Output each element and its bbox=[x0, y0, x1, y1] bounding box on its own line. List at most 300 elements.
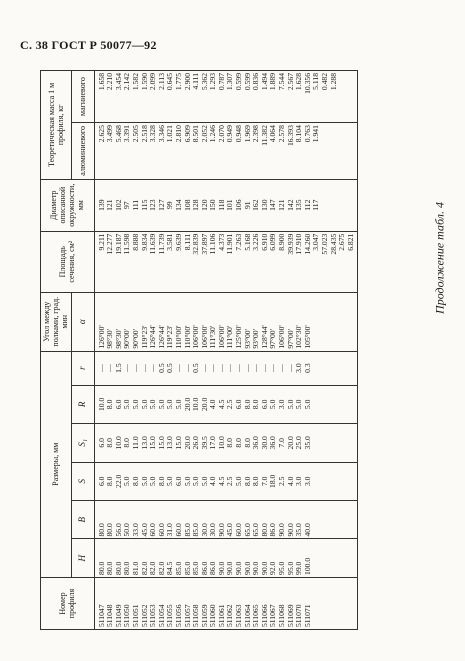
col-header-diameter: Диаметр описанной окружности, мм bbox=[41, 179, 95, 231]
cell-alpha: 128°44' bbox=[259, 325, 269, 349]
cell-s: 18.0 bbox=[268, 474, 278, 488]
cell-mass-al: 6.909 bbox=[182, 125, 192, 143]
cell-h: 100.0 bbox=[302, 557, 312, 575]
cell-b: 31.0 bbox=[165, 523, 175, 537]
cell-h: 84.5 bbox=[165, 561, 175, 575]
cell-r: — bbox=[216, 364, 226, 372]
cell-r: — bbox=[105, 364, 115, 372]
cell-alpha: 90°00' bbox=[122, 329, 132, 349]
cell-mass-al: 2.505 bbox=[130, 125, 140, 143]
cell-r: 5.0 bbox=[268, 399, 278, 410]
cell-mass-al: 2.578 bbox=[277, 125, 287, 143]
cell-b: 60.0 bbox=[148, 523, 158, 537]
cell-mass-mg: 3.454 bbox=[113, 73, 123, 91]
cell-mass-mg: 1.889 bbox=[268, 73, 278, 91]
cell-alpha: 111°30' bbox=[208, 325, 218, 349]
cell-b: 45.0 bbox=[139, 523, 149, 537]
cell-alpha: 97°00' bbox=[285, 329, 295, 349]
cell-diameter: 106 bbox=[234, 199, 244, 211]
cell-b: 50.0 bbox=[122, 523, 132, 537]
cell-mass-mg: 1.293 bbox=[208, 73, 218, 91]
cell-b: 85.0 bbox=[182, 523, 192, 537]
column-b bbox=[94, 501, 358, 539]
cell-r: — bbox=[268, 364, 278, 372]
cell-s: 5.0 bbox=[165, 476, 175, 487]
cell-s1: 20.0 bbox=[182, 436, 192, 450]
cell-s: 5.0 bbox=[122, 476, 132, 487]
cell-mass-al: 1.246 bbox=[208, 125, 218, 143]
cell-profile: 511057 bbox=[182, 604, 192, 627]
cell-profile: 511058 bbox=[191, 604, 201, 627]
cell-r: 5.0 bbox=[294, 399, 304, 410]
cell-s: 5.0 bbox=[199, 476, 209, 487]
cell-r: 0.5 bbox=[156, 363, 166, 373]
column-diameter bbox=[94, 179, 358, 231]
cell-r: — bbox=[122, 364, 132, 372]
cell-s1: 15.0 bbox=[148, 436, 158, 450]
cell-area: 11.739 bbox=[156, 233, 166, 255]
cell-r: 5.0 bbox=[156, 399, 166, 410]
cell-s1: 13.0 bbox=[139, 436, 149, 450]
cell-area: 9.834 bbox=[139, 233, 149, 251]
cell-s: 8.0 bbox=[105, 476, 115, 487]
cell-s1: 30.0 bbox=[259, 436, 269, 450]
cell-area: 37.897 bbox=[199, 233, 209, 255]
cell-s: 5.0 bbox=[182, 476, 192, 487]
cell-profile: 511051 bbox=[130, 604, 140, 627]
cell-s: 3.0 bbox=[302, 476, 312, 487]
cell-b: 30.0 bbox=[199, 523, 209, 537]
cell-area: 9.211 bbox=[96, 233, 106, 251]
cell-area: 12.277 bbox=[105, 233, 115, 255]
cell-alpha: 106°00' bbox=[277, 325, 287, 349]
cell-r: 0.5 bbox=[165, 363, 175, 373]
cell-mass-mg: 0.599 bbox=[234, 73, 244, 91]
cell-mass-al: 3.499 bbox=[105, 125, 115, 143]
cell-mass-mg: 1.288 bbox=[328, 73, 338, 91]
cell-s1: 20.0 bbox=[285, 436, 295, 450]
cell-r: 5.0 bbox=[302, 399, 312, 410]
cell-area: 57.023 bbox=[320, 233, 329, 255]
cell-diameter: 123 bbox=[148, 199, 158, 211]
col-header-dims-group: Размеры, мм bbox=[41, 351, 72, 577]
col-header-profile: Номер профиля bbox=[41, 577, 95, 629]
cell-alpha: 125°00' bbox=[234, 325, 244, 349]
cell-area: 6.099 bbox=[268, 233, 278, 251]
cell-s1: 7.0 bbox=[277, 438, 287, 448]
cell-s: 8.0 bbox=[251, 476, 261, 487]
cell-r: — bbox=[182, 364, 192, 372]
cell-diameter: 108 bbox=[182, 199, 192, 211]
cell-r: 4.5 bbox=[216, 399, 226, 410]
cell-h: 85.0 bbox=[173, 561, 183, 575]
cell-mass-mg: 2.113 bbox=[156, 73, 166, 90]
cell-diameter: 130 bbox=[259, 199, 269, 211]
cell-mass-al: 3.346 bbox=[156, 125, 166, 143]
cell-r: 4.0 bbox=[208, 399, 218, 410]
cell-r: 20.0 bbox=[199, 397, 209, 411]
cell-profile: 511068 bbox=[277, 604, 287, 627]
cell-r: 5.0 bbox=[130, 399, 140, 410]
cell-s1: 17.0 bbox=[208, 436, 218, 450]
cell-diameter: 121 bbox=[105, 199, 115, 211]
cell-r: 1.5 bbox=[113, 363, 123, 373]
cell-r: 3.0 bbox=[294, 363, 304, 373]
cell-area: 9.639 bbox=[173, 233, 183, 251]
cell-r: 5.0 bbox=[139, 399, 149, 410]
cell-profile: 511048 bbox=[105, 604, 115, 627]
cell-diameter: 91 bbox=[242, 201, 252, 209]
cell-diameter: 112 bbox=[302, 199, 312, 211]
cell-s1: 11.0 bbox=[130, 436, 140, 450]
cell-h: 80.0 bbox=[105, 561, 115, 575]
cell-b: 56.0 bbox=[113, 523, 123, 537]
cell-area: 8.900 bbox=[277, 233, 287, 251]
cell-mass-al: 8.501 bbox=[191, 125, 201, 143]
cell-r: 5.0 bbox=[165, 399, 175, 410]
cell-h: 82.0 bbox=[139, 561, 149, 575]
cell-mass-mg: 1.582 bbox=[130, 73, 140, 91]
cell-h: 90.0 bbox=[216, 561, 226, 575]
col-header-mass-mg: магниевого bbox=[71, 71, 94, 123]
profile-table bbox=[40, 70, 358, 630]
cell-s: 6.0 bbox=[173, 476, 183, 487]
cell-h: 92.0 bbox=[268, 561, 278, 575]
cell-s1: 8.0 bbox=[122, 438, 132, 448]
cell-r: — bbox=[173, 364, 183, 372]
cell-alpha: 106°00' bbox=[199, 325, 209, 349]
cell-b: 35.0 bbox=[294, 523, 304, 537]
cell-mass-al: 0.948 bbox=[234, 125, 244, 143]
cell-profile: 511052 bbox=[139, 604, 149, 627]
cell-r: 3.0 bbox=[277, 399, 287, 410]
cell-h: 90.0 bbox=[259, 561, 269, 575]
cell-mass-mg: 0.787 bbox=[216, 73, 226, 91]
col-header-h: H bbox=[71, 539, 94, 577]
cell-h: 95.0 bbox=[277, 561, 287, 575]
cell-mass-al: 0.763 bbox=[302, 125, 312, 143]
cell-r: — bbox=[199, 364, 209, 372]
cell-diameter: 162 bbox=[251, 199, 261, 211]
cell-area: 28.435 bbox=[328, 233, 338, 255]
cell-b: 45.0 bbox=[225, 523, 235, 537]
cell-diameter: 120 bbox=[199, 199, 209, 211]
cell-mass-mg: 2.142 bbox=[122, 73, 132, 91]
cell-mass-al: 5.468 bbox=[113, 125, 123, 143]
column-s bbox=[94, 462, 358, 500]
cell-r: 10.0 bbox=[191, 397, 201, 411]
cell-h: 80.0 bbox=[122, 561, 132, 575]
cell-mass-al: 4.064 bbox=[268, 125, 278, 143]
cell-r: — bbox=[259, 364, 269, 372]
cell-profile: 511060 bbox=[208, 604, 218, 627]
cell-r: 6.0 bbox=[234, 399, 244, 410]
cell-h: 80.0 bbox=[113, 561, 123, 575]
cell-b: 65.0 bbox=[251, 523, 261, 537]
cell-diameter: 134 bbox=[173, 199, 183, 211]
cell-diameter: 97 bbox=[122, 201, 132, 209]
column-mass-al bbox=[94, 123, 358, 180]
cell-area: 3.047 bbox=[311, 233, 321, 251]
column-r-small bbox=[94, 351, 358, 385]
cell-alpha: 126°44' bbox=[156, 325, 166, 349]
cell-mass-mg: 1.628 bbox=[294, 73, 304, 91]
cell-b: 90.0 bbox=[277, 523, 287, 537]
cell-mass-al: 2.810 bbox=[173, 125, 183, 143]
cell-mass-mg: 0.836 bbox=[251, 73, 261, 91]
cell-s: 6.0 bbox=[96, 476, 106, 487]
cell-s: 5.0 bbox=[148, 476, 158, 487]
cell-alpha: 111°00' bbox=[225, 325, 235, 349]
cell-diameter: 117 bbox=[311, 199, 321, 211]
cell-s1: 36.0 bbox=[268, 436, 278, 450]
cell-s1: 26.0 bbox=[191, 436, 201, 450]
cell-r: 5.0 bbox=[122, 399, 132, 410]
cell-mass-al: 11.382 bbox=[259, 125, 269, 146]
cell-mass-al: 1.021 bbox=[165, 125, 175, 143]
cell-s: 4.0 bbox=[285, 476, 295, 487]
cell-h: 85.0 bbox=[182, 561, 192, 575]
cell-mass-al: 1.969 bbox=[242, 125, 252, 143]
col-header-s: S bbox=[71, 462, 94, 500]
cell-profile: 511047 bbox=[96, 604, 106, 627]
cell-s1: 15.0 bbox=[156, 436, 166, 450]
cell-r: — bbox=[130, 364, 140, 372]
cell-alpha: 105°00' bbox=[302, 325, 312, 349]
cell-mass-al: 2.070 bbox=[216, 125, 226, 143]
cell-mass-al: 2.398 bbox=[251, 125, 261, 143]
cell-profile: 511062 bbox=[225, 604, 235, 627]
cell-diameter: 102 bbox=[113, 199, 123, 211]
cell-diameter: 139 bbox=[96, 199, 106, 211]
cell-r: — bbox=[148, 364, 158, 372]
cell-diameter: 115 bbox=[139, 199, 149, 211]
cell-r: 5.0 bbox=[285, 399, 295, 410]
cell-b: 80.0 bbox=[96, 523, 106, 537]
table-body-row bbox=[94, 71, 358, 630]
cell-s: 5.0 bbox=[139, 476, 149, 487]
cell-area: 8.888 bbox=[130, 233, 140, 251]
cell-h: 82.0 bbox=[156, 561, 166, 575]
cell-h: 90.0 bbox=[234, 561, 244, 575]
cell-diameter: 127 bbox=[156, 199, 166, 211]
cell-b: 40.0 bbox=[302, 523, 312, 537]
continuation-caption: Продолжение табл. 4 bbox=[432, 202, 447, 314]
cell-area: 3.581 bbox=[165, 233, 175, 251]
cell-alpha: 106°00' bbox=[191, 325, 201, 349]
cell-profile: 511053 bbox=[148, 604, 158, 627]
cell-diameter: 121 bbox=[277, 199, 287, 211]
cell-b: 60.0 bbox=[234, 523, 244, 537]
cell-profile: 511059 bbox=[199, 604, 209, 627]
cell-s1: 15.0 bbox=[173, 436, 183, 450]
cell-r: — bbox=[277, 364, 287, 372]
cell-mass-mg: 2.900 bbox=[182, 73, 192, 91]
col-header-mass-al: алюминиевого bbox=[71, 123, 94, 180]
cell-mass-al: 16.393 bbox=[285, 125, 295, 146]
cell-profile: 511064 bbox=[242, 604, 252, 627]
cell-profile: 511049 bbox=[113, 604, 123, 627]
cell-b: 65.0 bbox=[242, 523, 252, 537]
cell-area: 3.226 bbox=[251, 233, 261, 251]
column-s1 bbox=[94, 424, 358, 462]
cell-s: 7.0 bbox=[259, 476, 269, 487]
cell-h: 99.0 bbox=[294, 561, 304, 575]
cell-s1: 35.0 bbox=[302, 436, 312, 450]
cell-mass-mg: 1.590 bbox=[139, 73, 149, 91]
col-header-r-small: r bbox=[71, 351, 94, 385]
cell-s1: 8.0 bbox=[105, 438, 115, 448]
cell-b: 80.0 bbox=[105, 523, 115, 537]
cell-s: 8.0 bbox=[242, 476, 252, 487]
cell-mass-mg: 7.544 bbox=[277, 73, 287, 91]
cell-h: 80.0 bbox=[96, 561, 106, 575]
cell-profile: 511067 bbox=[268, 604, 278, 627]
cell-h: 90.0 bbox=[225, 561, 235, 575]
cell-area: 32.839 bbox=[191, 233, 201, 255]
cell-mass-mg: 5.118 bbox=[311, 73, 321, 90]
col-header-mass-group: Теоретическая масса 1 м профиля, кг bbox=[41, 71, 72, 180]
cell-area: 11.598 bbox=[122, 233, 132, 255]
cell-alpha: 110°00' bbox=[173, 325, 183, 349]
cell-area: 8.111 bbox=[182, 233, 192, 251]
cell-s: 8.0 bbox=[130, 476, 140, 487]
cell-area: 6.910 bbox=[259, 233, 269, 251]
cell-b: 33.0 bbox=[130, 523, 140, 537]
cell-profile: 511050 bbox=[122, 604, 132, 627]
cell-r: 8.0 bbox=[105, 399, 115, 410]
cell-profile: 511063 bbox=[234, 604, 244, 627]
cell-profile: 511061 bbox=[216, 604, 226, 627]
cell-mass-al: 2.052 bbox=[199, 125, 209, 143]
cell-diameter: 135 bbox=[294, 199, 304, 211]
cell-s: 4.5 bbox=[216, 476, 226, 487]
cell-r: 5.0 bbox=[173, 399, 183, 410]
column-mass-mg bbox=[94, 71, 358, 123]
cell-profile: 511065 bbox=[251, 604, 261, 627]
cell-mass-al: 2.518 bbox=[139, 125, 149, 143]
cell-h: 90.0 bbox=[251, 561, 261, 575]
cell-alpha: 110°00' bbox=[182, 325, 192, 349]
cell-s: 2.5 bbox=[225, 476, 235, 487]
cell-r: 10.0 bbox=[96, 397, 106, 411]
page-header: С. 38 ГОСТ Р 50077—92 bbox=[20, 38, 157, 52]
cell-alpha: 90°00' bbox=[130, 329, 140, 349]
cell-diameter: 111 bbox=[130, 199, 140, 211]
cell-profile: 511054 bbox=[156, 604, 166, 627]
column-r-big bbox=[94, 385, 358, 423]
cell-s1: 13.0 bbox=[165, 436, 175, 450]
cell-mass-al: 1.941 bbox=[311, 125, 321, 143]
cell-area: 14.260 bbox=[302, 233, 312, 255]
cell-s1: 6.0 bbox=[96, 438, 106, 448]
cell-alpha: 98°30' bbox=[105, 329, 115, 349]
cell-r: — bbox=[242, 364, 252, 372]
cell-diameter: 101 bbox=[225, 199, 235, 211]
cell-mass-mg: 1.307 bbox=[225, 73, 235, 91]
cell-mass-mg: 1.494 bbox=[259, 73, 269, 91]
rotated-table-wrapper bbox=[40, 70, 436, 630]
cell-s: 22.0 bbox=[113, 474, 123, 488]
cell-h: 85.0 bbox=[191, 561, 201, 575]
column-profile bbox=[94, 577, 358, 629]
cell-r: 20.0 bbox=[182, 397, 192, 411]
cell-r: — bbox=[285, 364, 295, 372]
cell-b: 30.0 bbox=[208, 523, 218, 537]
cell-s1: 39.5 bbox=[199, 436, 209, 450]
cell-mass-mg: 10.356 bbox=[302, 73, 312, 94]
cell-r: — bbox=[234, 364, 244, 372]
cell-h: 86.0 bbox=[208, 561, 218, 575]
cell-r: — bbox=[251, 364, 261, 372]
cell-alpha: 126°00' bbox=[96, 325, 106, 349]
cell-diameter: 128 bbox=[191, 199, 201, 211]
cell-profile: 511055 bbox=[165, 604, 175, 627]
cell-alpha: 102°30' bbox=[294, 325, 304, 349]
col-header-r-big: R bbox=[71, 385, 94, 423]
cell-area: 7.263 bbox=[234, 233, 244, 251]
cell-b: 86.0 bbox=[268, 523, 278, 537]
col-header-angle: Угол между полками, град. мин bbox=[41, 292, 72, 351]
cell-alpha: 93°00' bbox=[251, 329, 261, 349]
cell-area: 19.187 bbox=[113, 233, 123, 255]
cell-area: 11.106 bbox=[208, 233, 218, 255]
cell-profile: 511070 bbox=[294, 604, 304, 627]
cell-area: 4.373 bbox=[216, 233, 226, 251]
cell-mass-mg: 5.362 bbox=[199, 73, 209, 91]
cell-area: 17.910 bbox=[294, 233, 304, 255]
cell-r: 6.0 bbox=[113, 399, 123, 410]
cell-mass-mg: 1.775 bbox=[173, 73, 183, 91]
cell-mass-mg: 2.210 bbox=[105, 73, 115, 91]
cell-mass-mg: 2.567 bbox=[285, 73, 295, 91]
cell-h: 90.0 bbox=[242, 561, 252, 575]
cell-mass-al: 2.625 bbox=[96, 125, 106, 143]
cell-s: 3.0 bbox=[294, 476, 304, 487]
cell-profile: 511069 bbox=[285, 604, 295, 627]
cell-r: — bbox=[139, 364, 149, 372]
cell-area: 2.675 bbox=[337, 233, 347, 251]
cell-alpha: 126°44' bbox=[148, 325, 158, 349]
cell-mass-al: 3.328 bbox=[148, 125, 158, 143]
cell-s: 5.0 bbox=[234, 476, 244, 487]
cell-mass-mg: 0.599 bbox=[242, 73, 252, 91]
cell-profile: 511066 bbox=[259, 604, 269, 627]
cell-r: 6.0 bbox=[259, 399, 269, 410]
cell-b: 60.0 bbox=[173, 523, 183, 537]
cell-alpha: 97°00' bbox=[268, 329, 278, 349]
cell-h: 81.0 bbox=[130, 561, 140, 575]
cell-s1: 8.0 bbox=[234, 438, 244, 448]
cell-mass-al: 0.949 bbox=[225, 125, 235, 143]
cell-s: 5.0 bbox=[191, 476, 201, 487]
cell-area: 5.168 bbox=[242, 233, 252, 251]
cell-r: — bbox=[208, 364, 218, 372]
cell-b: 80.0 bbox=[259, 523, 269, 537]
cell-h: 82.0 bbox=[148, 561, 158, 575]
cell-r: 8.0 bbox=[251, 399, 261, 410]
cell-h: 86.0 bbox=[199, 561, 209, 575]
cell-r: 0.5 bbox=[191, 363, 201, 373]
cell-r: 8.0 bbox=[242, 399, 252, 410]
cell-s1: 10.0 bbox=[216, 436, 226, 450]
cell-s1: 36.0 bbox=[251, 436, 261, 450]
cell-mass-al: 8.104 bbox=[294, 125, 304, 143]
column-area bbox=[94, 231, 358, 292]
cell-area: 11.901 bbox=[225, 233, 235, 255]
column-h bbox=[94, 539, 358, 577]
cell-r: — bbox=[96, 364, 106, 372]
